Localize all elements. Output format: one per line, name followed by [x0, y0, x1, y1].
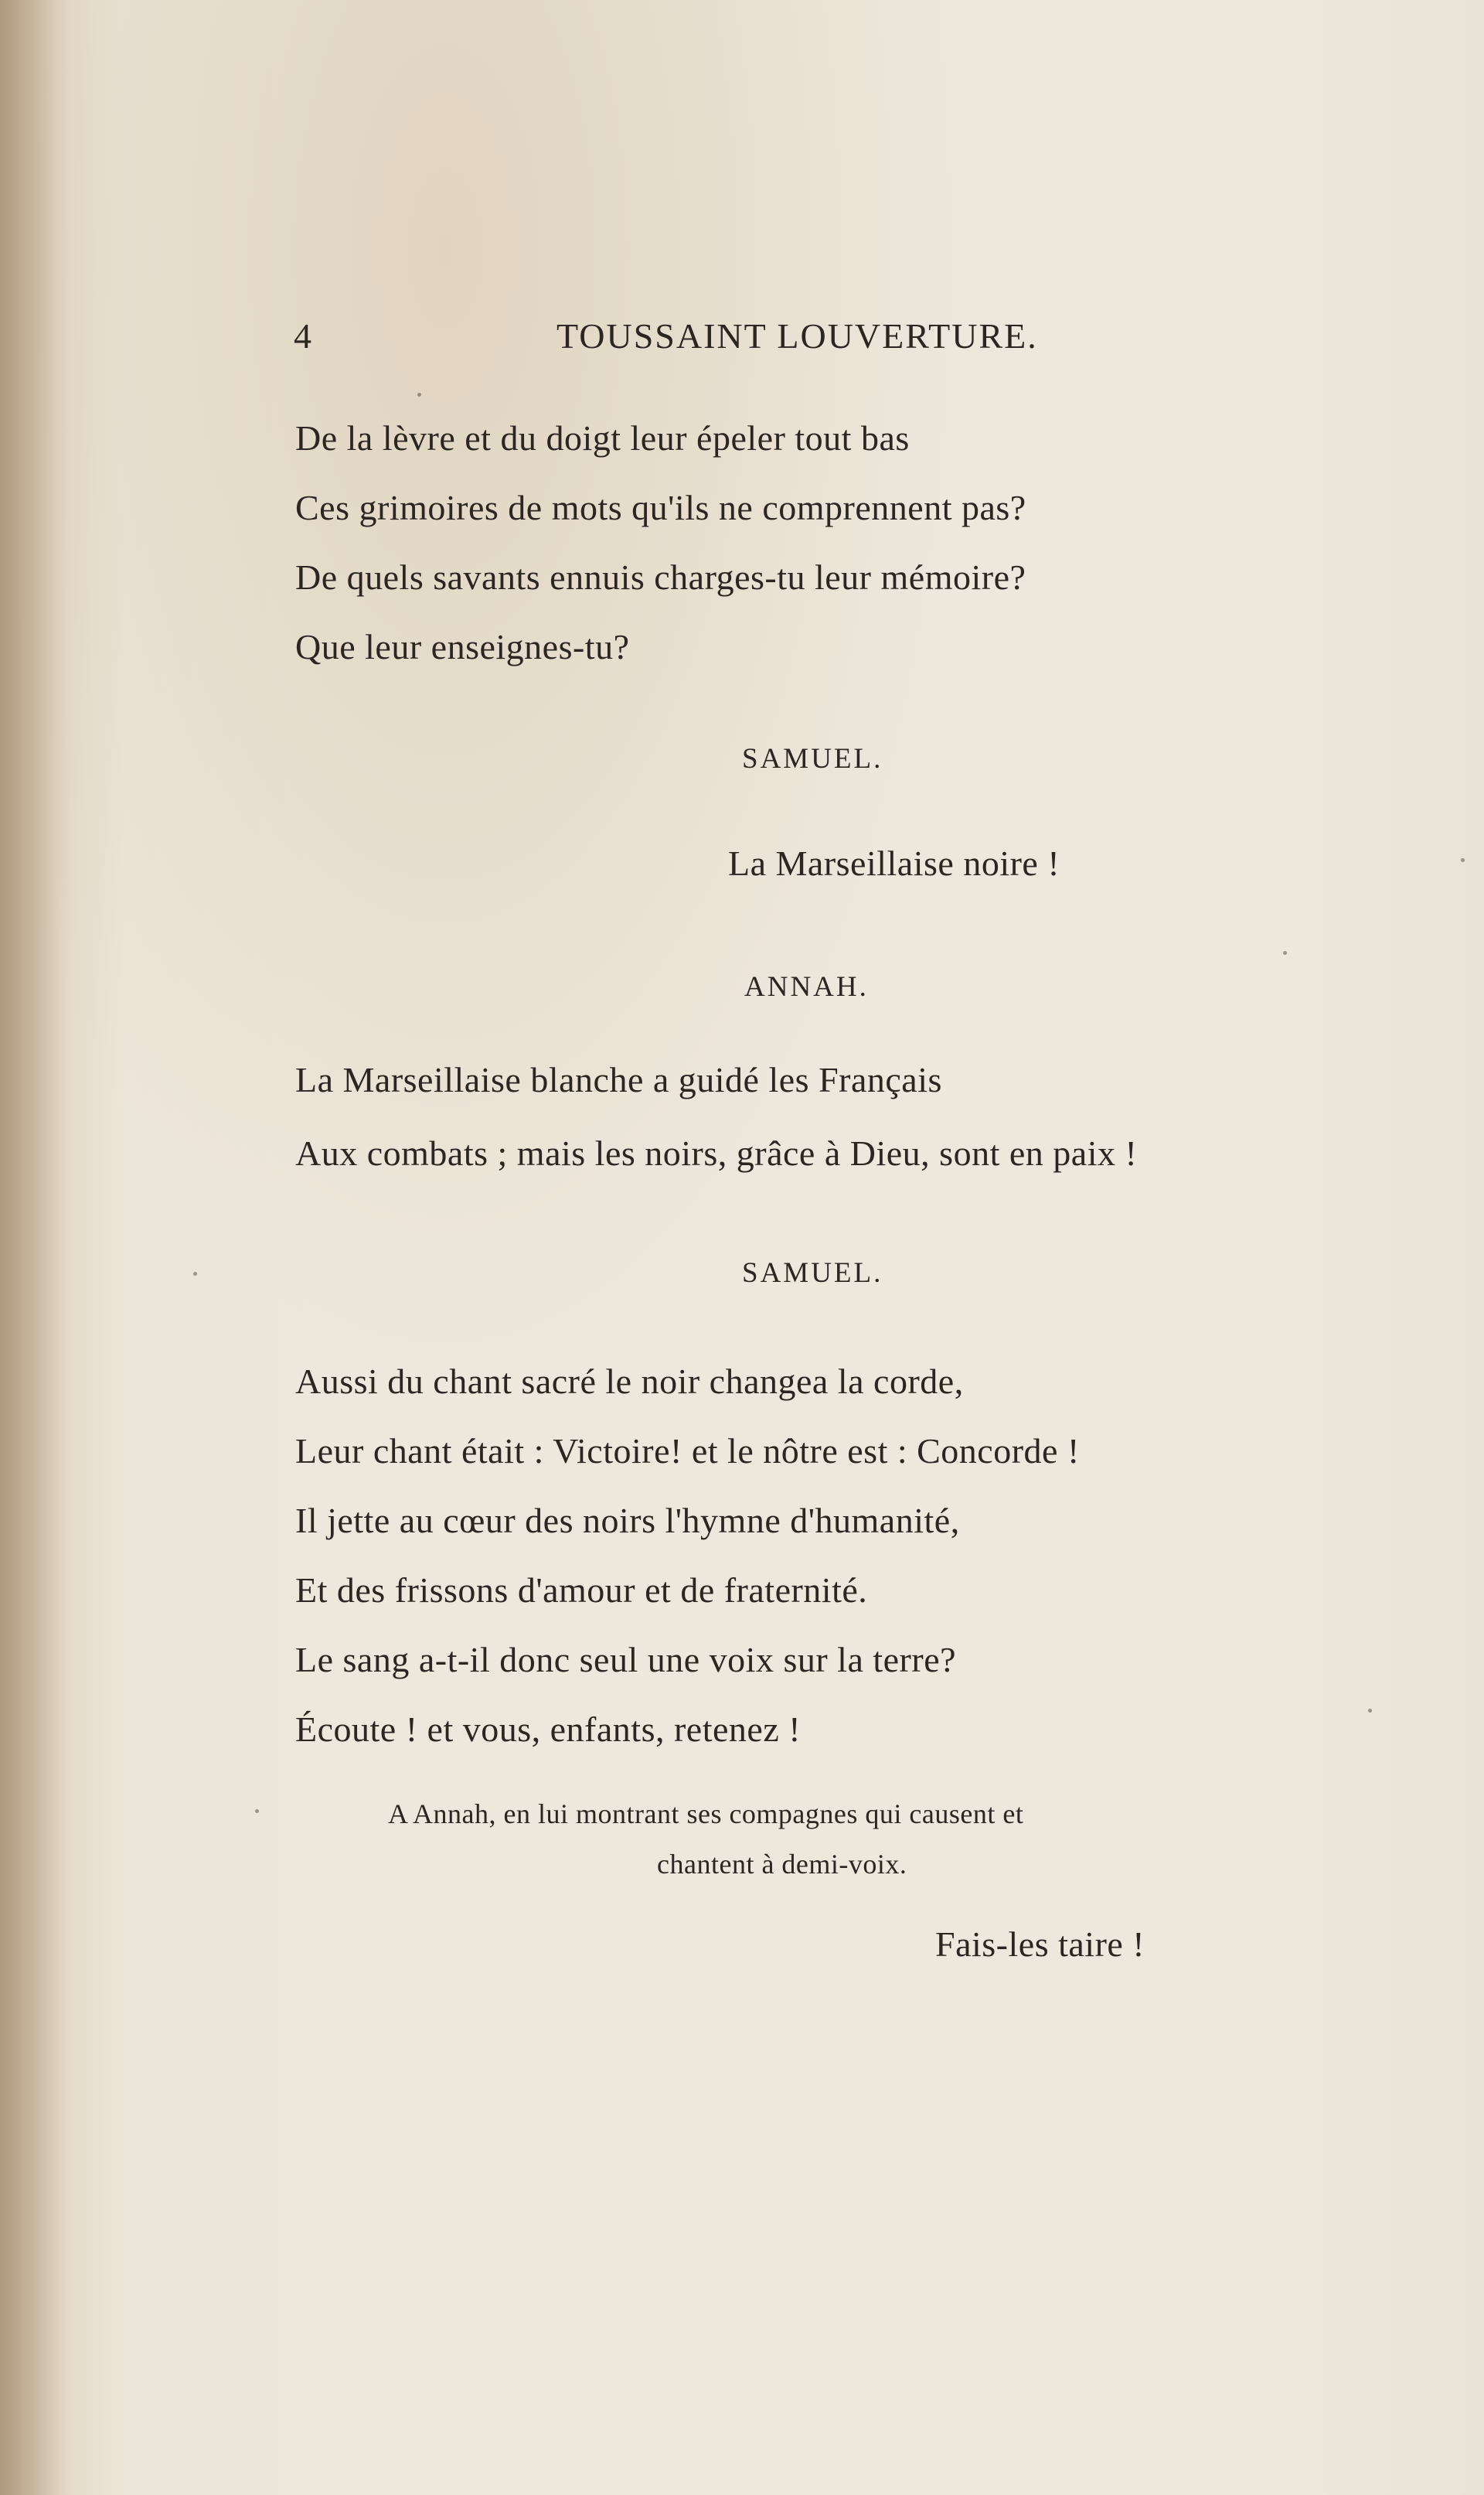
verse-line: Ces grimoires de mots qu'ils ne comprennent pas? [295, 488, 1026, 527]
verse-line: Et des frissons d'amour et de fraternité. [295, 1570, 868, 1610]
speaker-name: ANNAH. [744, 971, 869, 1003]
paper-speck [255, 1809, 259, 1813]
paper-speck [193, 1272, 197, 1276]
spine-shadow [0, 0, 70, 2495]
verse-line: Aussi du chant sacré le noir changea la corde, [295, 1362, 964, 1401]
page-number: 4 [294, 316, 312, 356]
paper-speck [1461, 858, 1465, 862]
verse-line: De la lèvre et du doigt leur épeler tout bas [295, 418, 910, 458]
verse-line: La Marseillaise blanche a guidé les Français [295, 1060, 942, 1099]
paper-speck [1368, 1709, 1372, 1713]
verse-line: Le sang a-t-il donc seul une voix sur la terre? [295, 1640, 957, 1679]
running-title: TOUSSAINT LOUVERTURE. [556, 316, 1038, 356]
speaker-name: SAMUEL. [742, 1257, 883, 1289]
paper-speck [1283, 951, 1287, 955]
stage-direction: chantent à demi-voix. [657, 1849, 907, 1880]
verse-line: La Marseillaise noire ! [728, 844, 1060, 883]
verse-line: Fais-les taire ! [935, 1924, 1145, 1964]
verse-line: Aux combats ; mais les noirs, grâce à Dieu, sont en paix ! [295, 1133, 1138, 1173]
verse-line: Que leur enseignes-tu? [295, 627, 630, 666]
verse-line: Écoute ! et vous, enfants, retenez ! [295, 1709, 802, 1749]
speaker-name: SAMUEL. [742, 743, 883, 775]
verse-line: Il jette au cœur des noirs l'hymne d'humanité, [295, 1501, 960, 1540]
verse-line: De quels savants ennuis charges-tu leur mémoire? [295, 557, 1026, 597]
stage-direction: A Annah, en lui montrant ses compagnes qui causent et [388, 1798, 1024, 1829]
verse-line: Leur chant était : Victoire! et le nôtre est : Concorde ! [295, 1431, 1080, 1471]
paper-speck [417, 393, 421, 397]
